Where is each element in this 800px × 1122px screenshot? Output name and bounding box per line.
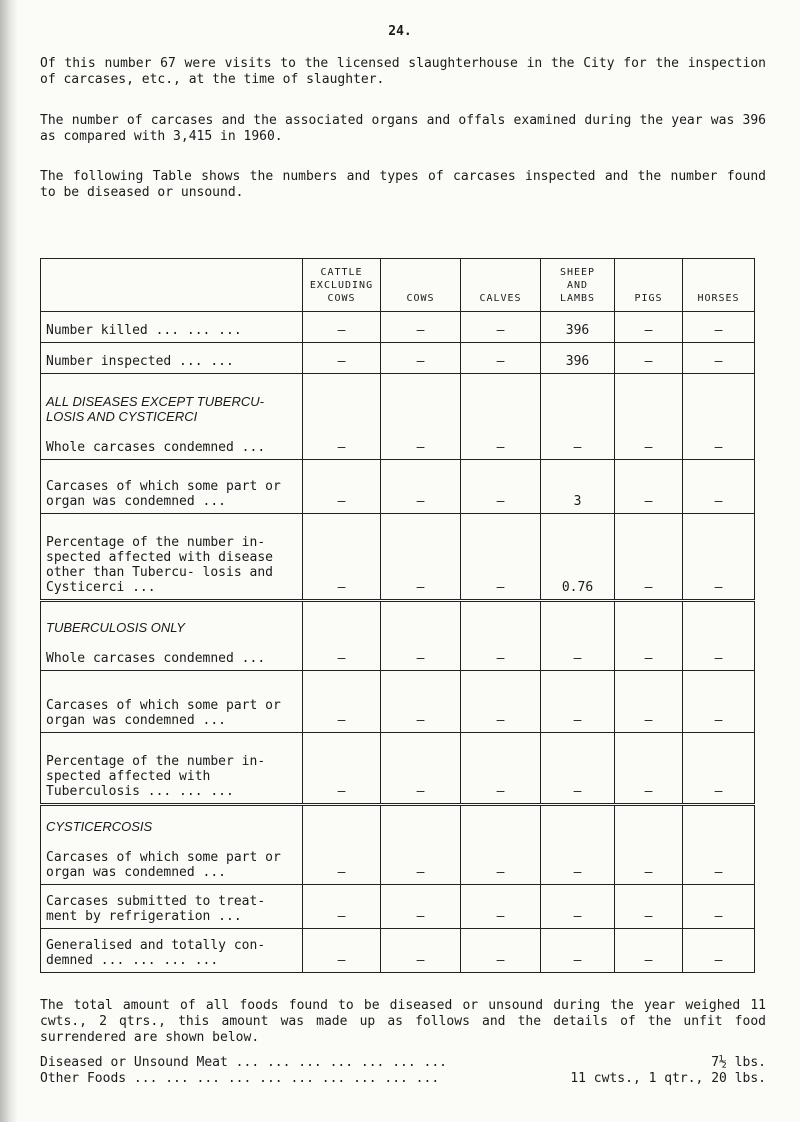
unfit-food-summary [40,1055,766,1087]
header-sheep: SHEEP AND LAMBS [541,259,615,312]
section-heading: CYSTICERCOSIS [46,819,153,834]
value-cell: – [303,343,381,374]
summary-label-other: Other Foods ... ... ... ... ... ... ... ... ... ... [40,1071,440,1086]
value-cell: – [381,671,461,733]
row-label-cell [41,805,303,885]
value-cell: – [615,733,683,805]
value-cell: – [683,514,755,601]
value-cell: – [461,343,541,374]
row-label: Generalised and totally con- demned ... ... ... ... [46,938,266,968]
value-cell: – [683,343,755,374]
value-cell: – [303,460,381,514]
value-cell: – [461,514,541,601]
value-cell: – [303,805,381,885]
value-cell: – [461,312,541,343]
value-cell: – [683,374,755,460]
value-cell: 396 [541,312,615,343]
row-label: Carcases of which some part or organ was condemned ... [46,479,281,509]
section-heading: ALL DISEASES EXCEPT TUBERCU- LOSIS AND CYSTICERCI [46,394,264,424]
row-label: Carcases of which some part or organ was condemned ... [46,850,281,880]
value-cell: – [615,885,683,929]
value-cell: – [381,805,461,885]
section-heading: TUBERCULOSIS ONLY [46,620,185,635]
row-label-cell [41,671,303,733]
value-cell: – [303,733,381,805]
header-cows: COWS [381,259,461,312]
row-label: Number inspected ... ... [46,354,234,369]
closing-paragraph: The total amount of all foods found to be diseased or unsound during the year weighed 11 cwts., 2 qtrs., this amount was made up as follows and the details of the unfit food surrendered are shown below. [40,998,766,1045]
row-label: Percentage of the number in- spected affected with Tuberculosis ... ... ... [46,754,266,799]
value-cell: – [303,885,381,929]
page-number: 24. [388,24,412,39]
value-cell: – [683,885,755,929]
table-row [41,671,755,733]
header-pigs: PIGS [615,259,683,312]
row-label: Number killed ... ... ... [46,323,242,338]
value-cell: – [615,601,683,671]
value-cell: – [381,733,461,805]
value-cell: 0.76 [541,514,615,601]
row-label: Carcases submitted to treat- ment by refrigeration ... [46,894,266,924]
summary-row-other [40,1071,766,1087]
value-cell: – [461,601,541,671]
row-label-cell [41,514,303,601]
row-label: Carcases of which some part or organ was condemned ... [46,698,281,728]
table-row [41,733,755,805]
value-cell: – [615,514,683,601]
page-shadow-edge [0,0,18,1122]
value-cell: – [683,312,755,343]
value-cell: – [381,601,461,671]
row-label: Whole carcases condemned ... [46,651,266,666]
value-cell: – [683,671,755,733]
table-row [41,312,755,343]
intro-paragraph-carcases: The number of carcases and the associated organs and offals examined during the year was 396 as compared with 3,415 in 1960. [40,113,766,144]
value-cell: – [303,601,381,671]
value-cell: – [683,805,755,885]
value-cell: – [381,514,461,601]
value-cell: – [541,671,615,733]
row-label: Percentage of the number in- spected affected with disease other than Tubercu- losis and Cysticerci ... [46,535,273,595]
value-cell: – [461,929,541,973]
summary-value-meat: 7½ lbs. [711,1055,766,1070]
value-cell: – [303,514,381,601]
value-cell: – [615,343,683,374]
row-label-cell [41,374,303,460]
value-cell: – [541,374,615,460]
row-label: Whole carcases condemned ... [46,440,266,455]
row-label-cell [41,733,303,805]
value-cell: – [381,885,461,929]
value-cell: – [461,805,541,885]
table-body [41,312,755,973]
value-cell: – [683,929,755,973]
value-cell: 3 [541,460,615,514]
value-cell: – [381,343,461,374]
value-cell: – [461,885,541,929]
row-label-cell [41,601,303,671]
value-cell: – [303,929,381,973]
header-calves: CALVES [461,259,541,312]
value-cell: 396 [541,343,615,374]
header-cattle: CATTLE EXCLUDING COWS [303,259,381,312]
value-cell: – [541,885,615,929]
intro-paragraph-table: The following Table shows the numbers and types of carcases inspected and the number found to be diseased or unsound. [40,169,766,200]
value-cell: – [683,460,755,514]
table-row [41,374,755,460]
header-horses: HORSES [683,259,755,312]
value-cell: – [615,929,683,973]
value-cell: – [303,374,381,460]
header-blank [41,259,303,312]
summary-label-meat: Diseased or Unsound Meat ... ... ... ... ... ... ... [40,1055,447,1070]
table-row [41,805,755,885]
row-label-cell [41,343,303,374]
value-cell: – [683,733,755,805]
value-cell: – [461,733,541,805]
row-label-cell [41,929,303,973]
summary-value-other: 11 cwts., 1 qtr., 20 lbs. [570,1071,766,1086]
intro-paragraph-visits: Of this number 67 were visits to the licensed slaughterhouse in the City for the inspection of carcases, etc., at the time of slaughter. [40,56,766,87]
value-cell: – [303,671,381,733]
row-label-cell [41,460,303,514]
value-cell: – [683,601,755,671]
value-cell: – [461,671,541,733]
row-label-cell [41,312,303,343]
value-cell: – [461,374,541,460]
table-row [41,343,755,374]
value-cell: – [615,460,683,514]
value-cell: – [615,671,683,733]
table-row [41,601,755,671]
value-cell: – [615,312,683,343]
value-cell: – [615,805,683,885]
table-row [41,460,755,514]
table-row [41,885,755,929]
table-row [41,929,755,973]
value-cell: – [615,374,683,460]
value-cell: – [381,460,461,514]
table-header-row [41,259,755,312]
value-cell: – [303,312,381,343]
table-row [41,514,755,601]
value-cell: – [541,733,615,805]
value-cell: – [381,312,461,343]
value-cell: – [461,460,541,514]
inspection-table [40,258,755,973]
value-cell: – [541,929,615,973]
value-cell: – [381,374,461,460]
value-cell: – [541,601,615,671]
summary-row-meat [40,1055,766,1071]
value-cell: – [541,805,615,885]
value-cell: – [381,929,461,973]
row-label-cell [41,885,303,929]
